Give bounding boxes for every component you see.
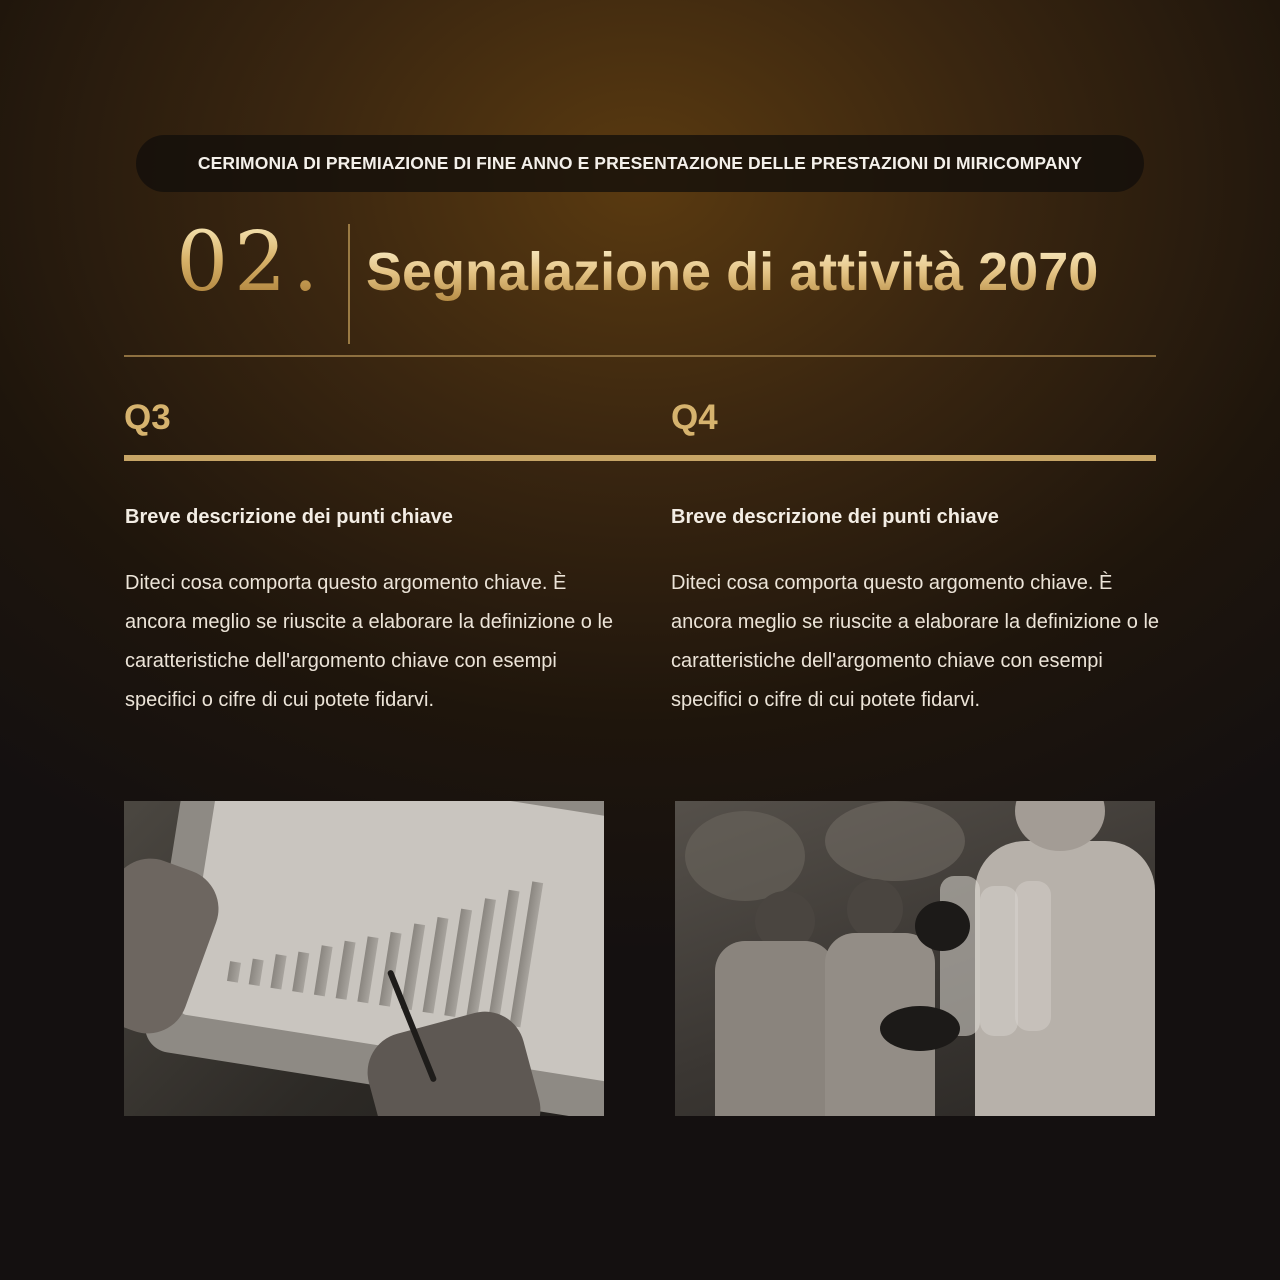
column-label-q3: Q3 xyxy=(124,398,171,437)
bokeh-shape xyxy=(825,801,965,881)
column-label-q4: Q4 xyxy=(671,398,718,437)
header-divider xyxy=(124,355,1156,357)
photo-bar xyxy=(292,952,309,993)
column-heading-q4: Breve descrizione dei punti chiave xyxy=(671,506,999,528)
bottle-shape xyxy=(1015,881,1051,1031)
glove-shape xyxy=(880,1006,960,1051)
column-heading-q3: Breve descrizione dei punti chiave xyxy=(125,506,453,528)
column-body-q3: Diteci cosa comporta questo argomento chiave. È ancora meglio se riuscite a elaborare la definizione o le caratteristiche dell'argomento chiave con esempi specifici o cifre di cui potete fidarvi. xyxy=(125,572,614,711)
columns-divider xyxy=(124,455,1156,461)
tablet-bar-chart-photo xyxy=(124,801,604,1116)
person-body-shape xyxy=(715,941,835,1116)
vertical-divider xyxy=(348,224,350,344)
volunteers-recycling-bottles-photo xyxy=(675,801,1155,1116)
photo-bar xyxy=(357,936,378,1003)
photo-bar xyxy=(227,961,241,982)
section-number: 02. xyxy=(176,215,325,310)
event-banner xyxy=(136,135,1144,192)
bokeh-shape xyxy=(685,811,805,901)
page-title: Segnalazione di attività 2070 xyxy=(366,242,1099,302)
person-head-shape xyxy=(847,879,903,939)
event-banner-text: CERIMONIA DI PREMIAZIONE DI FINE ANNO E PRESENTAZIONE DELLE PRESTAZIONI DI MIRICOMPANY xyxy=(197,153,1083,173)
glove-shape xyxy=(915,901,970,951)
photo-bar xyxy=(423,917,449,1014)
photo-bar xyxy=(401,923,425,1010)
column-body-q4: Diteci cosa comporta questo argomento chiave. È ancora meglio se riuscite a elaborare la definizione o le caratteristiche dell'argomento chiave con esempi specifici o cifre di cui potete fidarvi. xyxy=(671,572,1160,711)
photo-bar xyxy=(314,945,333,996)
bottle-shape xyxy=(980,886,1018,1036)
photo-bar xyxy=(270,954,286,989)
photo-bar xyxy=(336,941,356,1000)
photo-bar xyxy=(249,959,264,986)
